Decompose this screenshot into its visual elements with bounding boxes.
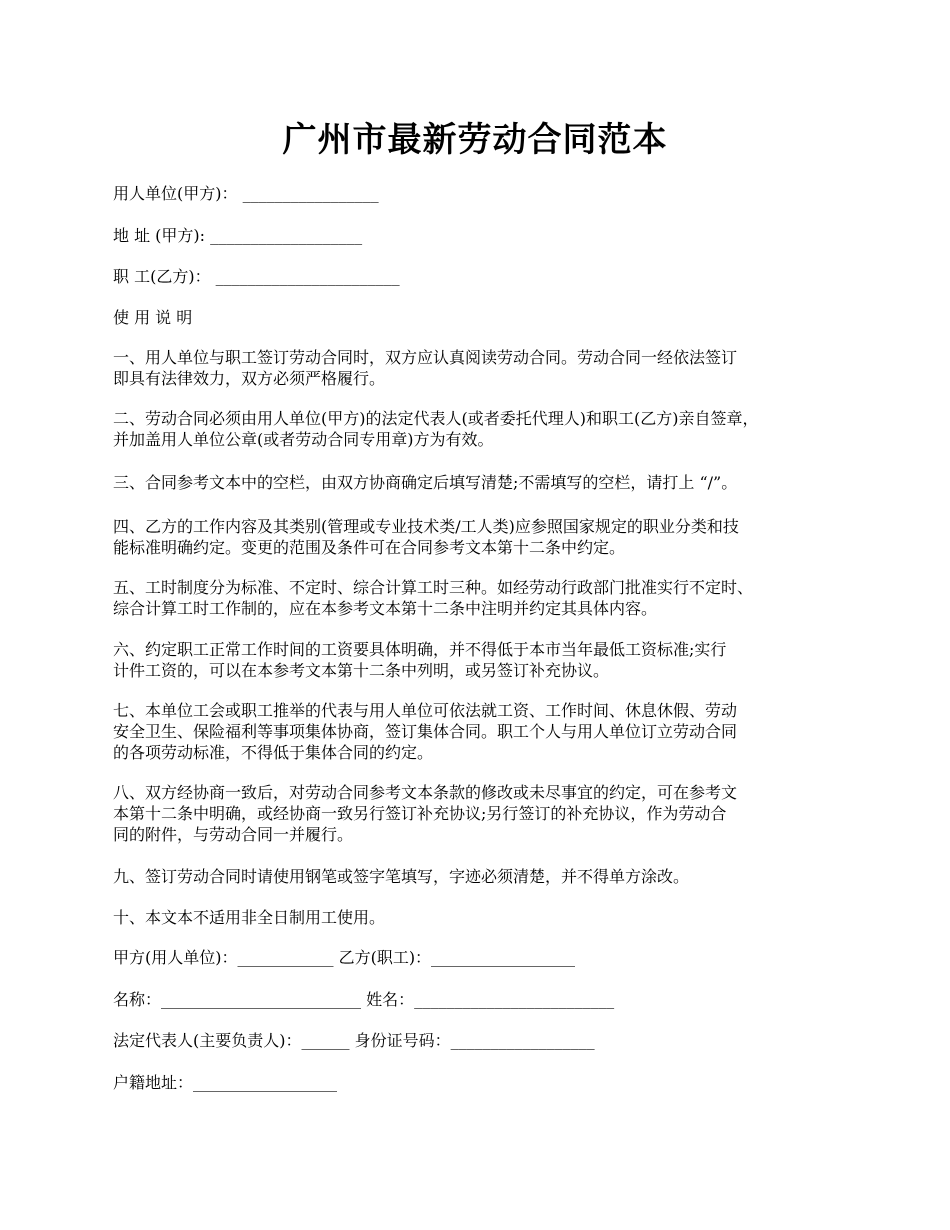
text-line: 五、工时制度分为标准、不定时、综合计算工时三种。如经劳动行政部门批准实行不定时、 (113, 578, 754, 597)
text-line: 计件工资的，可以在本参考文本第十二条中列明，或另签订补充协议。 (113, 661, 610, 680)
text-line: 综合计算工时工作制的，应在本参考文本第十二条中注明并约定其具体内容。 (113, 599, 658, 618)
text-line: 能标准明确约定。变更的范围及条件可在合同参考文本第十二条中约定。 (113, 538, 626, 557)
instruction-item-8 (113, 782, 848, 845)
text-line: 同的附件，与劳动合同一并履行。 (113, 825, 354, 844)
name-signature-line: 名称：_________________________ 姓名：_________________________ (113, 990, 615, 1009)
instruction-item-5 (113, 577, 848, 619)
document-title: 广州市最新劳动合同范本 (282, 120, 668, 160)
text-line: 六、约定职工正常工作时间的工资要具体明确，并不得低于本市当年最低工资标准;实行 (113, 640, 727, 659)
text-line: 九、签订劳动合同时请使用钢笔或签字笔填写，字迹必须清楚，并不得单方涂改。 (113, 867, 690, 886)
text-line: 二、劳动合同必须由用人单位(甲方)的法定代表人(或者委托代理人)和职工(乙方)亲自签章， (113, 409, 759, 428)
representative-id-line: 法定代表人(主要负责人)：______ 身份证号码：__________________ (113, 1031, 595, 1050)
text-line: 即具有法律效力，双方必须严格履行。 (113, 369, 386, 388)
text-line: 七、本单位工会或职工推举的代表与用人单位可依法就工资、工作时间、休息休假、劳动 (113, 701, 738, 720)
instruction-item-9 (113, 866, 848, 887)
instruction-item-2 (113, 408, 848, 450)
text-line: 一、用人单位与职工签订劳动合同时，双方应认真阅读劳动合同。劳动合同一经依法签订 (113, 348, 738, 367)
instruction-item-3 (113, 472, 848, 493)
instructions-heading: 使 用 说 明 (113, 308, 193, 327)
text-line: 的各项劳动标准，不得低于集体合同的约定。 (113, 743, 434, 762)
text-line: 十、本文本不适用非全日制用工使用。 (113, 908, 386, 927)
instruction-item-6 (113, 639, 848, 681)
text-line: 本第十二条中明确，或经协商一致另行签订补充协议;另行签订的补充协议，作为劳动合 (113, 804, 727, 823)
address-field: 地 址 (甲方): ___________________ (113, 226, 363, 245)
employer-field: 用人单位(甲方)： _________________ (113, 184, 379, 203)
instruction-item-1 (113, 347, 848, 389)
instruction-item-4 (113, 516, 848, 558)
instruction-item-10 (113, 907, 848, 928)
employee-field: 职 工(乙方)： _______________________ (113, 267, 400, 286)
text-line: 四、乙方的工作内容及其类别(管理或专业技术类/工人类)应参照国家规定的职业分类和技 (113, 517, 739, 536)
text-line: 安全卫生、保险福利等事项集体协商，签订集体合同。职工个人与用人单位订立劳动合同 (113, 722, 738, 741)
party-signature-line: 甲方(用人单位)：____________ 乙方(职工)：__________________ (113, 948, 576, 967)
text-line: 三、合同参考文本中的空栏，由双方协商确定后填写清楚;不需填写的空栏，请打上 “/”。 (113, 473, 738, 492)
text-line: 并加盖用人单位公章(或者劳动合同专用章)方为有效。 (113, 430, 494, 449)
text-line: 八、双方经协商一致后，对劳动合同参考文本条款的修改或未尽事宜的约定，可在参考文 (113, 783, 738, 802)
instruction-item-7 (113, 700, 848, 763)
household-address-line: 户籍地址：__________________ (113, 1073, 338, 1092)
